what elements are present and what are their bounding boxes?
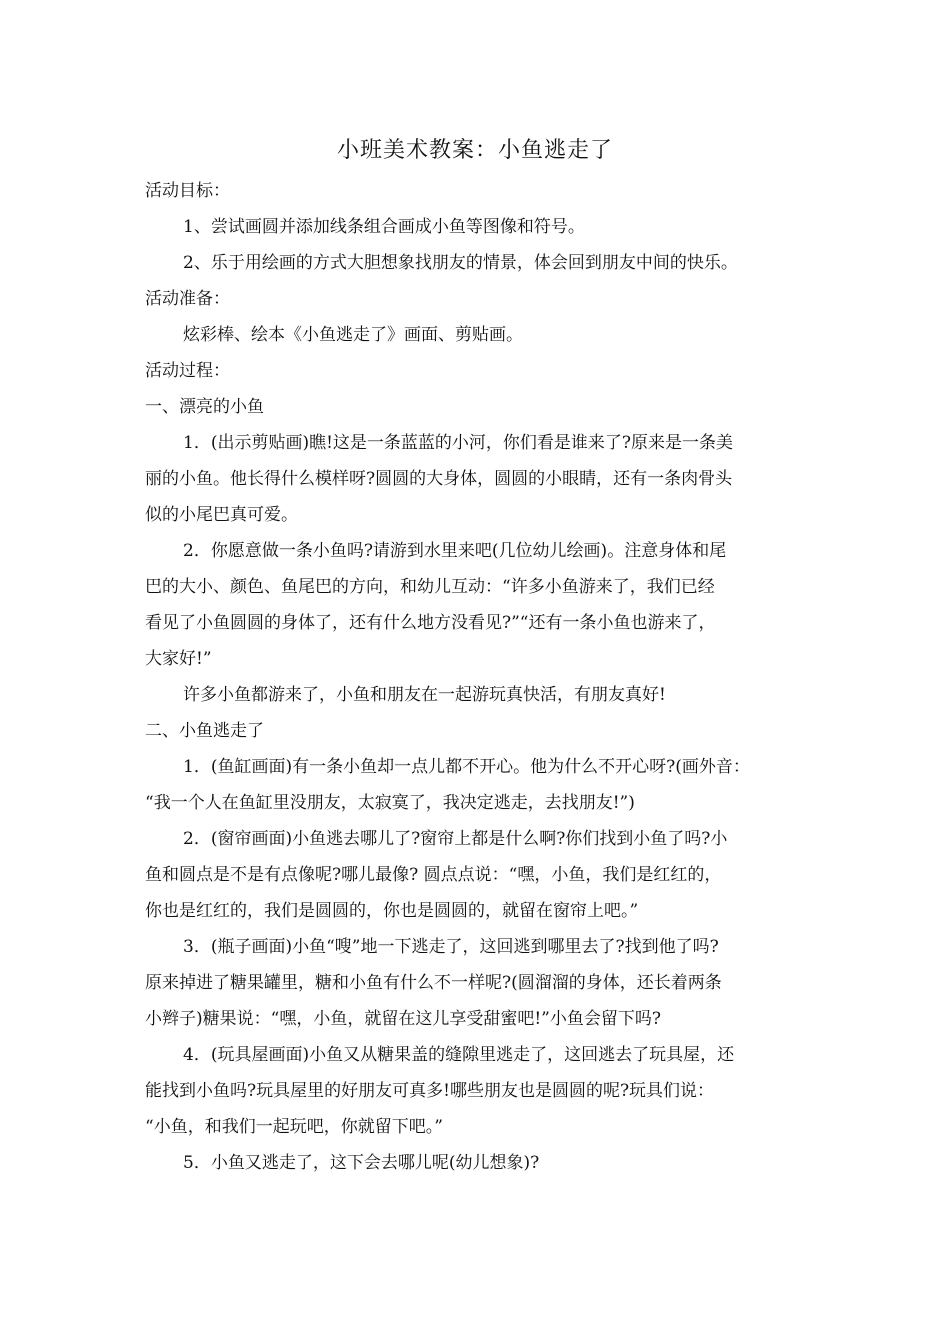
text-line: 许多小鱼都游来了，小鱼和朋友在一起游玩真快活，有朋友真好!: [183, 685, 666, 705]
text-line: 看见了小鱼圆圆的身体了，还有什么地方没看见?”“还有一条小鱼也游来了，: [145, 613, 716, 633]
text-line: 鱼和圆点是不是有点像呢?哪儿最像? 圆点点说：“嘿，小鱼，我们是红红的，: [145, 865, 722, 885]
text-line: 活动过程：: [145, 361, 230, 381]
text-line: 1、尝试画圆并添加线条组合画成小鱼等图像和符号。: [183, 217, 585, 237]
text-line: 活动准备：: [145, 289, 230, 309]
text-line: 原来掉进了糖果罐里，糖和小鱼有什么不一样呢?(圆溜溜的身体，还长着两条: [145, 973, 722, 993]
text-line: 2．你愿意做一条小鱼吗?请游到水里来吧(几位幼儿绘画)。注意身体和尾: [183, 541, 727, 561]
text-line: 1．(出示剪贴画)瞧!这是一条蓝蓝的小河，你们看是谁来了?原来是一条美: [183, 433, 734, 453]
document-body: [145, 173, 810, 1181]
text-line: 1．(鱼缸画面)有一条小鱼却一点儿都不开心。他为什么不开心呀?(画外音：: [183, 757, 750, 777]
text-line: 巴的大小、颜色、鱼尾巴的方向，和幼儿互动：“许多小鱼游来了，我们已经: [145, 577, 715, 597]
text-line: 似的小尾巴真可爱。: [145, 505, 298, 525]
text-line: 二、小鱼逃走了: [145, 721, 264, 741]
text-line: 能找到小鱼吗?玩具屋里的好朋友可真多!哪些朋友也是圆圆的呢?玩具们说：: [145, 1081, 715, 1101]
text-line: “我一个人在鱼缸里没朋友，太寂寞了，我决定逃走，去找朋友!”): [145, 793, 635, 813]
text-line: 小辫子)糖果说：“嘿，小鱼，就留在这儿享受甜蜜吧!”小鱼会留下吗?: [145, 1009, 661, 1029]
text-line: “小鱼，和我们一起玩吧，你就留下吧。”: [145, 1117, 443, 1137]
page-title: 小班美术教案：小鱼逃走了: [336, 138, 613, 163]
text-line: 5．小鱼又逃走了，这下会去哪儿呢(幼儿想象)?: [183, 1153, 540, 1173]
text-line: 2．(窗帘画面)小鱼逃去哪儿了?窗帘上都是什么啊?你们找到小鱼了吗?小: [183, 829, 728, 849]
text-line: 3．(瓶子画面)小鱼“嗖”地一下逃走了，这回逃到哪里去了?找到他了吗?: [183, 937, 719, 957]
text-line: 4．(玩具屋画面)小鱼又从糖果盖的缝隙里逃走了，这回逃去了玩具屋，还: [183, 1045, 735, 1065]
text-line: 2、乐于用绘画的方式大胆想象找朋友的情景，体会回到朋友中间的快乐。: [183, 253, 738, 273]
text-line: 大家好!”: [145, 649, 212, 669]
text-line: 你也是红红的，我们是圆圆的，你也是圆圆的，就留在窗帘上吧。”: [145, 901, 639, 921]
text-line: 丽的小鱼。他长得什么模样呀?圆圆的大身体，圆圆的小眼睛，还有一条肉骨头: [145, 469, 733, 489]
text-line: 活动目标：: [145, 181, 230, 201]
text-line: 一、漂亮的小鱼: [145, 397, 264, 417]
text-line: 炫彩棒、绘本《小鱼逃走了》画面、剪贴画。: [183, 325, 523, 345]
